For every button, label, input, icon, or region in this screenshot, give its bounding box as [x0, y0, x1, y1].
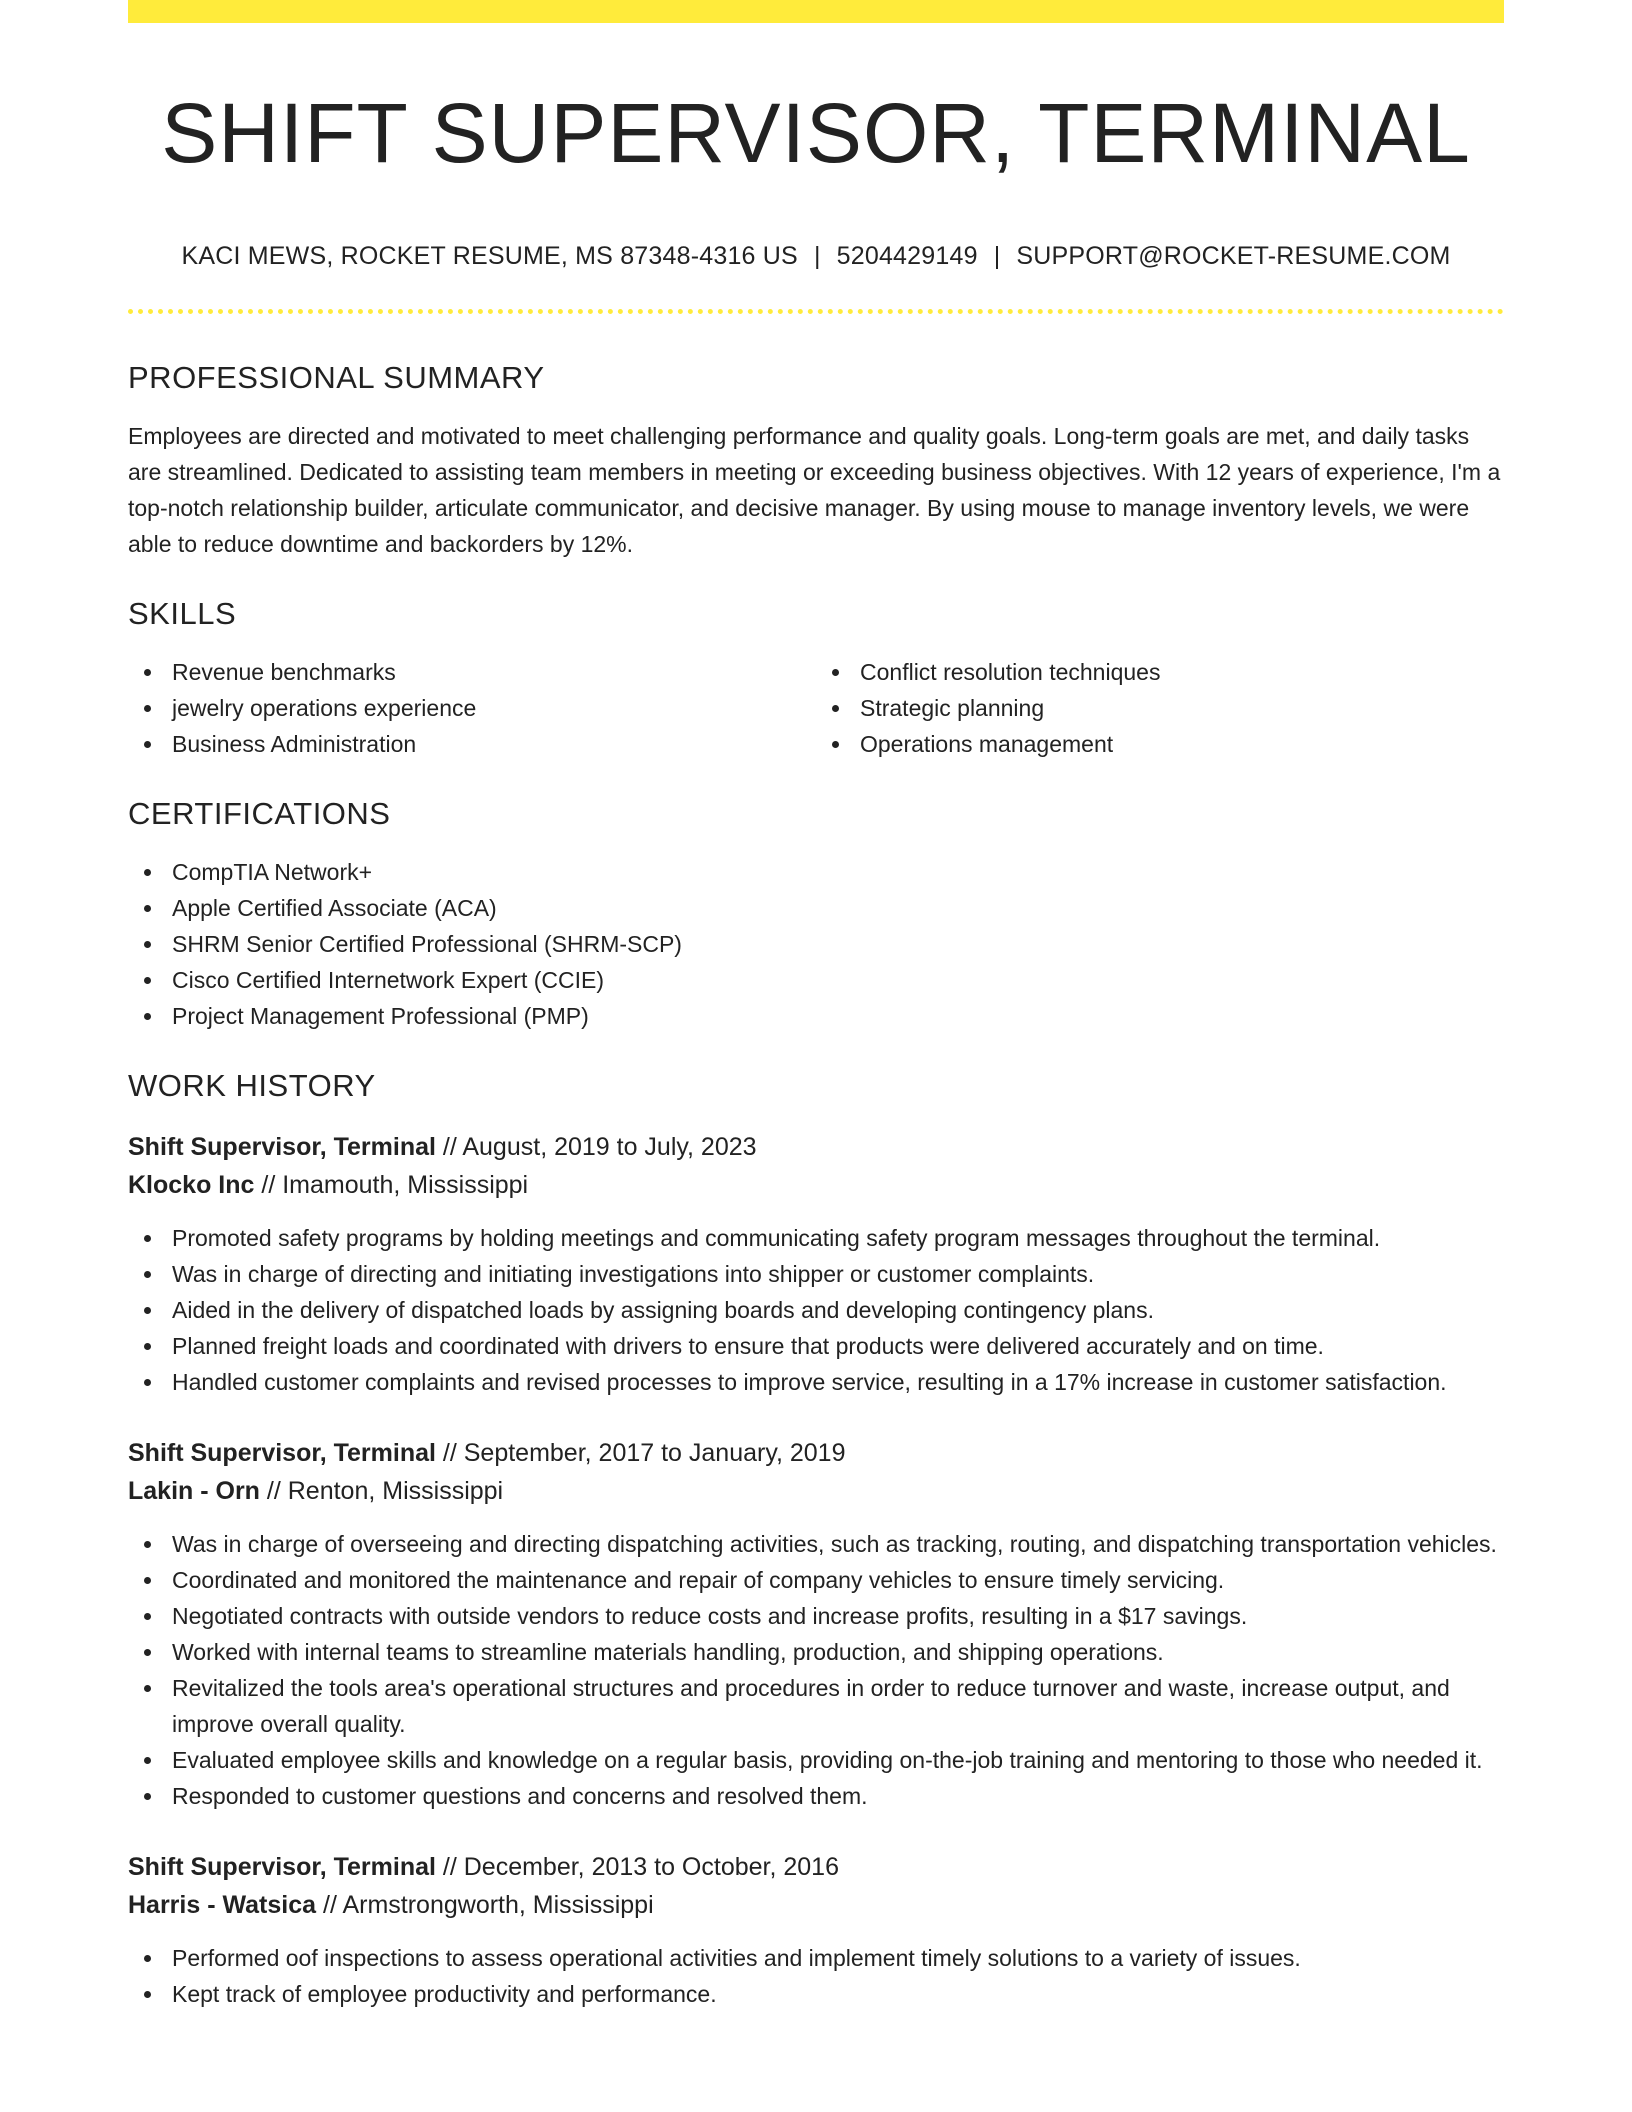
skill-item: Conflict resolution techniques [816, 654, 1504, 690]
job-entry [128, 1434, 1504, 1814]
summary-text: Employees are directed and motivated to meet challenging performance and quality goals. Long-term goals are met, and daily tasks are streamlined. Dedicated to assisting team members in meeting or exceeding business objectives. With 12 years of experience, I'm a top-notch relationship builder, articulate communicator, and decisive manager. By using mouse to manage inventory levels, we were able to reduce downtime and backorders by 12%. [128, 423, 1501, 557]
certifications-list [128, 854, 1504, 1034]
job-bullet: Performed oof inspections to assess operational activities and implement timely solutions to a variety of issues. [128, 1940, 1504, 1976]
job-company-line [128, 1472, 1504, 1510]
job-company: Harris - Watsica [128, 1891, 317, 1919]
resume-content [128, 23, 1504, 2012]
skill-item: Operations management [816, 726, 1504, 762]
job-location: // Renton, Mississippi [259, 1477, 504, 1505]
skill-item: Revenue benchmarks [128, 654, 816, 690]
dotted-divider [128, 309, 1504, 314]
job-entry [128, 1848, 1504, 2012]
work-history-heading: WORK HISTORY [128, 1068, 376, 1103]
skill-item: Strategic planning [816, 690, 1504, 726]
job-bullet: Evaluated employee skills and knowledge on a regular basis, providing on-the-job training and mentoring to those who needed it. [128, 1742, 1504, 1778]
top-accent-bar [128, 0, 1504, 23]
resume-title: SHIFT SUPERVISOR, TERMINAL [161, 86, 1471, 180]
certification-item: CompTIA Network+ [128, 854, 1504, 890]
job-bullet-list [128, 1220, 1504, 1400]
job-location: // Imamouth, Mississippi [254, 1171, 529, 1199]
contact-phone: 5204429149 [836, 242, 978, 270]
job-title-line [128, 1434, 1504, 1472]
job-bullet-list [128, 1526, 1504, 1814]
job-bullet: Was in charge of directing and initiating investigations into shipper or customer complaints. [128, 1256, 1504, 1292]
contact-separator: | [993, 242, 1001, 270]
job-title-line [128, 1848, 1504, 1886]
job-bullet: Responded to customer questions and concerns and resolved them. [128, 1778, 1504, 1814]
certification-item: Apple Certified Associate (ACA) [128, 890, 1504, 926]
job-dates: // September, 2017 to January, 2019 [435, 1439, 846, 1467]
job-title-line [128, 1128, 1504, 1166]
job-bullet: Promoted safety programs by holding meetings and communicating safety program messages throughout the terminal. [128, 1220, 1504, 1256]
job-bullet: Handled customer complaints and revised processes to improve service, resulting in a 17% increase in customer satisfaction. [128, 1364, 1504, 1400]
job-company-line [128, 1166, 1504, 1204]
job-bullet: Worked with internal teams to streamline materials handling, production, and shipping operations. [128, 1634, 1504, 1670]
job-entry [128, 1128, 1504, 1400]
contact-address: KACI MEWS, ROCKET RESUME, MS 87348-4316 US [181, 242, 798, 270]
certification-item: Cisco Certified Internetwork Expert (CCIE) [128, 962, 1504, 998]
skill-item: Business Administration [128, 726, 816, 762]
job-bullet: Aided in the delivery of dispatched loads by assigning boards and developing contingency plans. [128, 1292, 1504, 1328]
job-bullet: Kept track of employee productivity and performance. [128, 1976, 1504, 2012]
job-bullet: Coordinated and monitored the maintenance and repair of company vehicles to ensure timely servicing. [128, 1562, 1504, 1598]
job-bullet: Revitalized the tools area's operational structures and procedures in order to reduce turnover and waste, increase output, and improve overall quality. [128, 1670, 1504, 1742]
job-company: Klocko Inc [128, 1171, 255, 1199]
contact-line [128, 241, 1504, 271]
job-company-line [128, 1886, 1504, 1924]
job-company: Lakin - Orn [128, 1477, 260, 1505]
job-dates: // August, 2019 to July, 2023 [435, 1133, 757, 1161]
certification-item: Project Management Professional (PMP) [128, 998, 1504, 1034]
job-bullet: Negotiated contracts with outside vendors to reduce costs and increase profits, resulting in a $17 savings. [128, 1598, 1504, 1634]
job-bullet: Planned freight loads and coordinated with drivers to ensure that products were delivered accurately and on time. [128, 1328, 1504, 1364]
job-title: Shift Supervisor, Terminal [128, 1133, 436, 1161]
skills-heading: SKILLS [128, 596, 237, 631]
job-title: Shift Supervisor, Terminal [128, 1853, 436, 1881]
contact-email: SUPPORT@ROCKET-RESUME.COM [1016, 242, 1451, 270]
job-bullet-list [128, 1940, 1504, 2012]
job-bullet: Was in charge of overseeing and directing dispatching activities, such as tracking, routing, and dispatching transportation vehicles. [128, 1526, 1504, 1562]
job-dates: // December, 2013 to October, 2016 [435, 1853, 839, 1881]
skill-item: jewelry operations experience [128, 690, 816, 726]
skills-columns [128, 654, 1504, 762]
job-location: // Armstrongworth, Mississippi [316, 1891, 654, 1919]
job-title: Shift Supervisor, Terminal [128, 1439, 436, 1467]
certifications-heading: CERTIFICATIONS [128, 796, 391, 831]
skills-list-left [128, 654, 816, 762]
contact-separator: | [813, 242, 821, 270]
certification-item: SHRM Senior Certified Professional (SHRM-SCP) [128, 926, 1504, 962]
summary-heading: PROFESSIONAL SUMMARY [128, 360, 545, 395]
skills-list-right [816, 654, 1504, 762]
